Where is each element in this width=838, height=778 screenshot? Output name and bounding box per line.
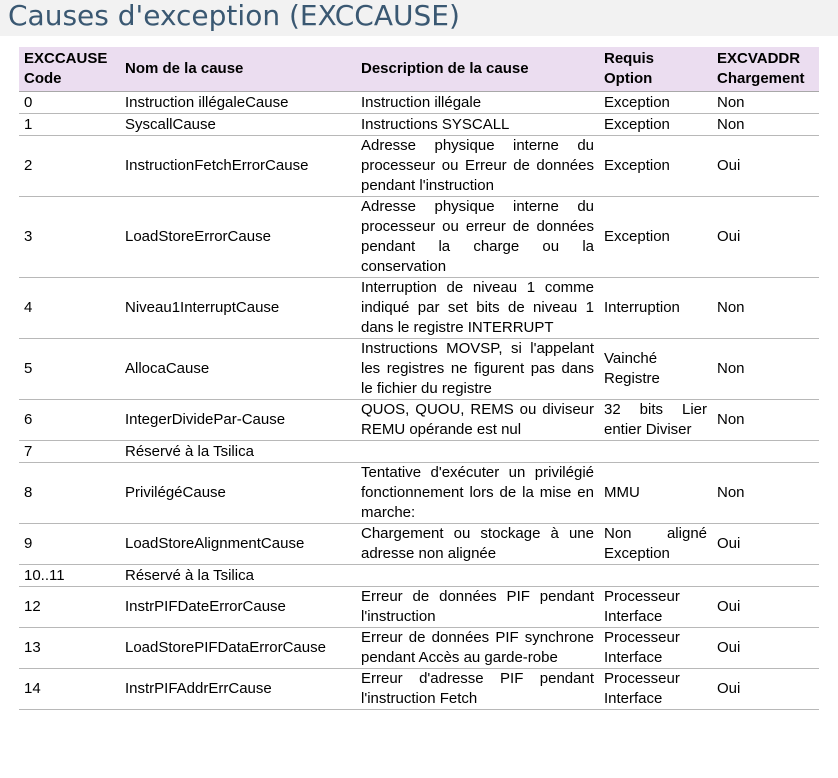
cell-description: Adresse physique interne du processeur ou erreur de données pendant la charge ou la conservation [356, 197, 599, 278]
table-row [19, 114, 819, 136]
cell-name: InstrPIFDateErrorCause [120, 587, 356, 628]
cell-description: Erreur de données PIF pendant l'instruction [356, 587, 599, 628]
table-row [19, 92, 819, 114]
cell-option: Exception [599, 114, 712, 136]
cell-code: 8 [19, 463, 120, 524]
cell-code: 6 [19, 400, 120, 441]
cell-code: 10..11 [19, 565, 120, 587]
cell-excvaddr: Non [712, 339, 819, 400]
cell-description: Tentative d'exécuter un privilégié fonctionnement lors de la mise en marche: [356, 463, 599, 524]
cell-excvaddr: Oui [712, 628, 819, 669]
header-name: Nom de la cause [120, 47, 356, 92]
table-row [19, 587, 819, 628]
cell-excvaddr: Non [712, 463, 819, 524]
table-row [19, 136, 819, 197]
exception-causes-table [19, 47, 819, 710]
cell-name: SyscallCause [120, 114, 356, 136]
header-excvaddr: EXCVADDR Chargement [712, 47, 819, 92]
cell-excvaddr: Oui [712, 136, 819, 197]
table-row [19, 463, 819, 524]
title-bar [0, 0, 838, 36]
cell-code: 9 [19, 524, 120, 565]
cell-code: 13 [19, 628, 120, 669]
cell-option: Processeur Interface [599, 669, 712, 710]
cell-excvaddr: Non [712, 114, 819, 136]
cell-excvaddr: Oui [712, 669, 819, 710]
cell-option: Interruption [599, 278, 712, 339]
cell-description [356, 441, 599, 463]
cell-option: Vainché Registre [599, 339, 712, 400]
cell-excvaddr: Oui [712, 587, 819, 628]
cell-name: LoadStoreErrorCause [120, 197, 356, 278]
table-row [19, 197, 819, 278]
cell-code: 1 [19, 114, 120, 136]
cell-code: 12 [19, 587, 120, 628]
cell-name: LoadStoreAlignmentCause [120, 524, 356, 565]
table-row [19, 565, 819, 587]
cell-description: Instruction illégale [356, 92, 599, 114]
cell-excvaddr: Non [712, 92, 819, 114]
table-row [19, 669, 819, 710]
cell-excvaddr: Non [712, 278, 819, 339]
cell-code: 2 [19, 136, 120, 197]
cell-name: PrivilégéCause [120, 463, 356, 524]
cell-description: Instructions SYSCALL [356, 114, 599, 136]
cell-name: Instruction illégaleCause [120, 92, 356, 114]
table-row [19, 278, 819, 339]
cell-code: 5 [19, 339, 120, 400]
cell-description: Adresse physique interne du processeur ou Erreur de données pendant l'instruction [356, 136, 599, 197]
cell-excvaddr: Non [712, 400, 819, 441]
cell-option: Non aligné Exception [599, 524, 712, 565]
cell-code: 0 [19, 92, 120, 114]
cell-description: Instructions MOVSP, si l'appelant les registres ne figurent pas dans le fichier du registre [356, 339, 599, 400]
cell-code: 4 [19, 278, 120, 339]
cell-description: Interruption de niveau 1 comme indiqué par set bits de niveau 1 dans le registre INTERRUPT [356, 278, 599, 339]
cell-code: 14 [19, 669, 120, 710]
cell-code: 3 [19, 197, 120, 278]
cell-description [356, 565, 599, 587]
header-description: Description de la cause [356, 47, 599, 92]
table-row [19, 339, 819, 400]
cell-name: LoadStorePIFDataErrorCause [120, 628, 356, 669]
cell-excvaddr: Oui [712, 524, 819, 565]
table-header-row [19, 47, 819, 92]
cell-option: Exception [599, 136, 712, 197]
table-body [19, 92, 819, 710]
table-row [19, 400, 819, 441]
header-option: Requis Option [599, 47, 712, 92]
cell-excvaddr [712, 441, 819, 463]
cell-option: 32 bits Lier entier Diviser [599, 400, 712, 441]
table-row [19, 441, 819, 463]
cell-name: IntegerDividePar-Cause [120, 400, 356, 441]
header-code: EXCCAUSE Code [19, 47, 120, 92]
cell-option: Processeur Interface [599, 587, 712, 628]
cell-option [599, 441, 712, 463]
cell-excvaddr [712, 565, 819, 587]
cell-option [599, 565, 712, 587]
cell-option: Exception [599, 197, 712, 278]
cell-description: QUOS, QUOU, REMS ou diviseur REMU opérande est nul [356, 400, 599, 441]
cell-name: InstrPIFAddrErrCause [120, 669, 356, 710]
cell-description: Erreur d'adresse PIF pendant l'instruction Fetch [356, 669, 599, 710]
cell-option: Exception [599, 92, 712, 114]
cell-name: Niveau1InterruptCause [120, 278, 356, 339]
cell-description: Chargement ou stockage à une adresse non alignée [356, 524, 599, 565]
cell-excvaddr: Oui [712, 197, 819, 278]
cell-name: InstructionFetchErrorCause [120, 136, 356, 197]
cell-name: Réservé à la Tsilica [120, 441, 356, 463]
cell-option: MMU [599, 463, 712, 524]
table-row [19, 524, 819, 565]
page-title: Causes d'exception (EXCCAUSE) [8, 0, 460, 32]
table-row [19, 628, 819, 669]
cell-name: Réservé à la Tsilica [120, 565, 356, 587]
cell-description: Erreur de données PIF synchrone pendant Accès au garde-robe [356, 628, 599, 669]
cell-name: AllocaCause [120, 339, 356, 400]
cell-option: Processeur Interface [599, 628, 712, 669]
cell-code: 7 [19, 441, 120, 463]
